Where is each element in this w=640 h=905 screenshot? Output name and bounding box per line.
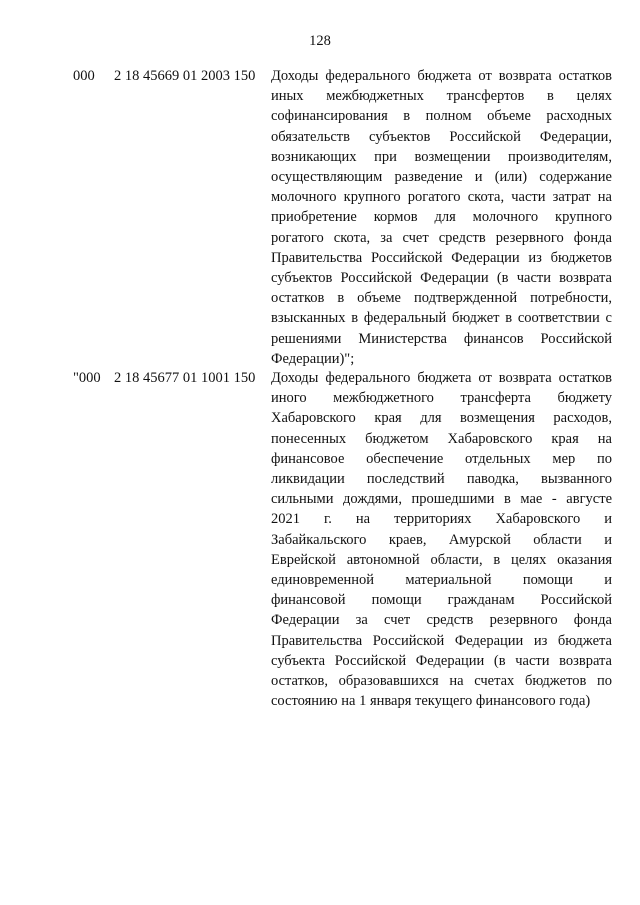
description-line: рогатого скота, за счет средств резервного фонда <box>271 229 612 246</box>
description-line: остатков в объеме подтвержденной потребности, <box>271 290 612 307</box>
description-line: финансовой помощи гражданам Российской <box>271 592 612 609</box>
entry-description <box>271 368 612 711</box>
description-line: Еврейской автономной области, в целях оказания <box>271 551 612 568</box>
description-line: взысканных в федеральный бюджет в соответствии с <box>271 310 612 327</box>
description-line: единовременной материальной помощи и <box>271 572 612 589</box>
description-line: финансовое обеспечение отдельных мер по <box>271 450 612 467</box>
entry-description <box>271 66 612 369</box>
description-line: сильными дождями, прошедшими в мае - августе <box>271 491 612 508</box>
description-line: остатков, образовавшихся на счетах бюджетов по <box>271 673 612 690</box>
description-line: Доходы федерального бюджета от возврата остатков <box>271 370 612 386</box>
description-line: решениями Министерства финансов Российской <box>271 330 612 347</box>
description-line: обязательств субъектов Российской Федерации, <box>271 128 612 145</box>
description-line: иных межбюджетных трансфертов в целях <box>271 88 612 105</box>
description-line: субъектов Российской Федерации (в части возврата <box>271 270 612 287</box>
description-line: софинансирования в полном объеме расходных <box>271 108 612 125</box>
description-line: возникающих при возмещении производителям, <box>271 148 612 165</box>
description-line: Хабаровского края для возмещения расходов, <box>271 410 612 427</box>
description-line: субъекта Российской Федерации (в части возврата <box>271 652 612 669</box>
description-line: состоянию на 1 января текущего финансового года) <box>271 693 591 710</box>
description-line: Правительства Российской Федерации из бюджета <box>271 632 612 649</box>
description-line: Федерации)"; <box>271 350 355 367</box>
admin-code: "000 <box>73 370 101 386</box>
description-line: Правительства Российской Федерации из бюджетов <box>271 249 612 266</box>
budget-classification-code: 2 18 45677 01 1001 150 <box>114 370 256 386</box>
description-line: Федерации за счет средств резервного фонда <box>271 612 612 629</box>
description-line: иного межбюджетного трансферта бюджету <box>271 390 612 407</box>
admin-code: 000 <box>73 68 95 84</box>
description-line: 2021 г. на территориях Хабаровского и <box>271 511 612 528</box>
description-line: приобретение кормов для молочного крупного <box>271 209 612 226</box>
description-line: понесенных бюджетом Хабаровского края на <box>271 430 612 447</box>
description-line: Доходы федерального бюджета от возврата остатков <box>271 68 612 84</box>
description-line: Забайкальского краев, Амурской области и <box>271 531 612 548</box>
description-line: ликвидации последствий паводка, вызванного <box>271 471 612 488</box>
budget-classification-code: 2 18 45669 01 2003 150 <box>114 68 256 84</box>
page-number: 128 <box>309 33 331 49</box>
description-line: молочного крупного рогатого скота, части затрат на <box>271 189 612 206</box>
description-line: осуществляющим разведение и (или) содержание <box>271 169 612 186</box>
